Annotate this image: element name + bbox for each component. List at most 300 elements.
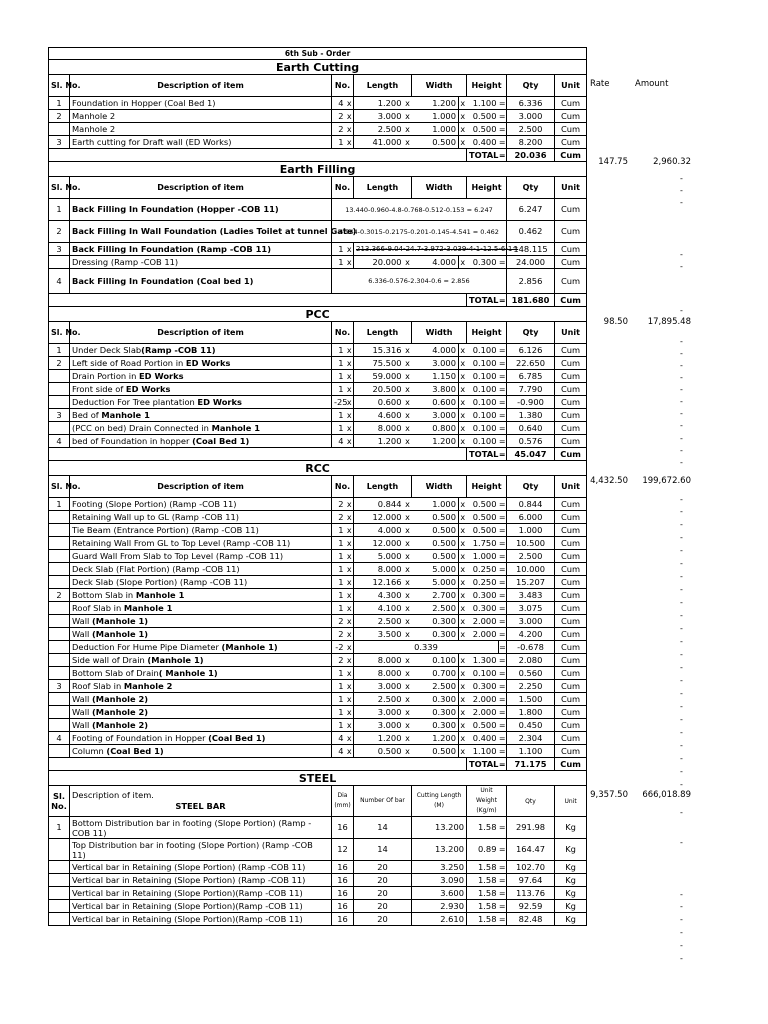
- times-sign: x: [460, 590, 466, 600]
- equals-sign: =: [498, 629, 506, 639]
- unit-cell: Cum: [555, 615, 587, 628]
- unit-weight-cell: 1.58: [467, 900, 499, 913]
- section-title: Earth Cutting: [49, 60, 587, 75]
- no-cell: 1: [332, 422, 346, 435]
- unit-cell: Cum: [555, 110, 587, 123]
- unit-cell: Kg: [555, 839, 587, 861]
- width-cell: 3.800: [412, 383, 459, 396]
- description-bold: (Manhole 1): [92, 615, 149, 626]
- length-cell: 12.000: [354, 537, 404, 550]
- length-cell: 4.300: [354, 589, 404, 602]
- length-cell: 3.000: [354, 110, 404, 123]
- times-sign: x: [460, 707, 466, 717]
- table-row: [49, 628, 587, 641]
- height-cell: 0.250: [467, 563, 499, 576]
- no-header: No.: [332, 177, 354, 199]
- total-qty: 181.680: [507, 294, 555, 307]
- qty-cell: 291.98: [507, 817, 555, 839]
- equals-sign: =: [498, 423, 506, 433]
- item-description: [70, 269, 332, 294]
- no-cell: 4: [332, 745, 346, 758]
- times-sign: x: [405, 98, 410, 108]
- equals-sign: =: [498, 525, 506, 535]
- length-cell: 75.500: [354, 357, 404, 370]
- description-text: Under Deck Slab: [72, 344, 142, 355]
- times-sign: x: [405, 137, 410, 147]
- times-sign: x: [405, 733, 410, 743]
- table-row: [49, 667, 587, 680]
- length-cell: 4.000: [354, 524, 404, 537]
- height-cell: 0.500: [467, 524, 499, 537]
- table-row: [49, 861, 587, 874]
- no-cell: -2: [332, 641, 346, 654]
- description-text: Wall: [72, 706, 93, 717]
- unit-cell: Kg: [555, 861, 587, 874]
- times-sign: x: [460, 111, 466, 121]
- item-description: Vertical bar in Retaining (Slope Portion) (Ramp -COB 11): [70, 874, 332, 887]
- unit-cell: Cum: [555, 693, 587, 706]
- total-unit: Cum: [555, 294, 587, 307]
- height-cell: 0.100: [467, 396, 499, 409]
- table-row: [49, 409, 587, 422]
- no-cell: 2: [332, 628, 346, 641]
- length-cell: 8.000: [354, 563, 404, 576]
- no-cell: 2: [332, 511, 346, 524]
- width-cell: 4.000: [412, 256, 459, 269]
- table-row: [49, 243, 587, 256]
- equals-sign: =: [498, 655, 506, 665]
- sl-cell: [49, 511, 70, 524]
- item-description: [70, 576, 332, 589]
- qty-cell: 8.200: [507, 136, 555, 149]
- description-text: Deduction For Tree plantation: [72, 396, 198, 407]
- unit-cell: Cum: [555, 256, 587, 269]
- times-sign: x: [346, 371, 352, 381]
- height-cell: 1.300: [467, 654, 499, 667]
- times-sign: x: [460, 746, 466, 756]
- description-text: Deduction For Hume Pipe Diameter: [72, 641, 222, 652]
- height-cell: 2.000: [467, 693, 499, 706]
- no-cell: 2: [332, 123, 346, 136]
- qty-cell: 2.250: [507, 680, 555, 693]
- section-title: PCC: [49, 307, 587, 322]
- qty-cell: 3.075: [507, 602, 555, 615]
- cutting-cell: 3.090: [412, 874, 467, 887]
- height-header: Height: [467, 322, 507, 344]
- desc-header: Description of item: [70, 322, 332, 344]
- item-description: Vertical bar in Retaining (Slope Portion) (Ramp -COB 11): [70, 861, 332, 874]
- dash-mark: -: [680, 624, 683, 633]
- item-description: Vertical bar in Retaining (Slope Portion)(Ramp -COB 11): [70, 887, 332, 900]
- item-description: [70, 641, 332, 654]
- table-row: [49, 732, 587, 745]
- table-row: [49, 641, 587, 654]
- height-cell: 0.300: [467, 256, 499, 269]
- times-sign: x: [346, 733, 352, 743]
- sl-cell: 4: [49, 732, 70, 745]
- sl-cell: 3: [49, 680, 70, 693]
- times-sign: x: [346, 668, 352, 678]
- no-cell: 1: [332, 524, 346, 537]
- times-sign: x: [405, 358, 410, 368]
- equals-sign: =: [498, 862, 506, 872]
- unit-cell: Kg: [555, 913, 587, 926]
- table-row: [49, 498, 587, 511]
- description-bold: ED Works: [197, 396, 242, 407]
- length-header: Length: [354, 476, 412, 498]
- times-sign: x: [346, 111, 352, 121]
- times-sign: x: [460, 616, 466, 626]
- sl-header: Sl. No.: [49, 322, 70, 344]
- qty-cell: 2.304: [507, 732, 555, 745]
- cutting-cell: 13.200: [412, 817, 467, 839]
- times-sign: x: [346, 384, 352, 394]
- times-sign: x: [405, 371, 410, 381]
- calculation: 4.944-0.3015-0.2175-0.201-0.145-4.541 = 0.462: [332, 221, 507, 243]
- dash-mark: -: [680, 741, 683, 750]
- equals-sign: =: [498, 538, 506, 548]
- item-description: [70, 136, 332, 149]
- calculation: 6.336-0.576-2.304-0.6 = 2.856: [332, 269, 507, 294]
- desc-header: Description of item: [70, 177, 332, 199]
- table-row: [49, 370, 587, 383]
- item-description: [70, 383, 332, 396]
- column-header-row: [49, 75, 587, 97]
- length-cell: 1.200: [354, 732, 404, 745]
- description-text: (PCC on bed) Drain Connected in: [72, 422, 212, 433]
- no-cell: 1: [332, 563, 346, 576]
- column-header-row: [49, 177, 587, 199]
- sl-cell: [49, 874, 70, 887]
- equals-sign: =: [498, 875, 506, 885]
- description-text: Bottom Slab in: [72, 589, 136, 600]
- width-cell: 0.800: [412, 422, 459, 435]
- height-cell: 1.750: [467, 537, 499, 550]
- times-sign: x: [346, 257, 352, 267]
- no-cell: 1: [332, 383, 346, 396]
- sl-cell: [49, 641, 70, 654]
- width-header: Width: [412, 322, 467, 344]
- sl-cell: 1: [49, 344, 70, 357]
- description-bold: (Ramp -COB 11): [141, 344, 216, 355]
- times-sign: x: [346, 423, 352, 433]
- table-row: [49, 383, 587, 396]
- unit-cell: Kg: [555, 817, 587, 839]
- table-row: [49, 839, 587, 861]
- description-text: Wall: [72, 615, 93, 626]
- description-bold: (Manhole 1): [147, 654, 204, 665]
- equals-sign: =: [498, 397, 506, 407]
- height-cell: 2.000: [467, 628, 499, 641]
- times-sign: x: [460, 668, 466, 678]
- equals-sign: =: [498, 888, 506, 898]
- title-row: [49, 48, 587, 60]
- sl-cell: [49, 550, 70, 563]
- item-description: [70, 357, 332, 370]
- item-description: [70, 719, 332, 732]
- sl-cell: [49, 887, 70, 900]
- qty-cell: 24.000: [507, 256, 555, 269]
- times-sign: x: [405, 590, 410, 600]
- height-cell: 0.100: [467, 422, 499, 435]
- table-row: [49, 900, 587, 913]
- equals-sign: =: [498, 124, 506, 134]
- table-row: [49, 719, 587, 732]
- dash-mark: -: [680, 650, 683, 659]
- description-text: Roof Slab in: [72, 602, 124, 613]
- equals-sign: =: [498, 901, 506, 911]
- times-sign: x: [405, 681, 410, 691]
- qty-cell: 148.115: [507, 243, 555, 256]
- sl-cell: [49, 913, 70, 926]
- sl-cell: 2: [49, 357, 70, 370]
- cutting-cell: 2.930: [412, 900, 467, 913]
- height-header: Height: [467, 75, 507, 97]
- description-text: Wall: [72, 628, 93, 639]
- item-description: [70, 221, 357, 243]
- description-text: Manhole 2: [72, 123, 116, 134]
- times-sign: x: [460, 397, 466, 407]
- dia-cell: 16: [332, 887, 354, 900]
- qty-header: Qty: [507, 476, 555, 498]
- column-header-row: [49, 476, 587, 498]
- no-cell: 1: [332, 589, 346, 602]
- qty-cell: 6.126: [507, 344, 555, 357]
- description-bold: (Coal Bed 1): [192, 435, 250, 446]
- item-description: [70, 435, 332, 448]
- sl-header: Sl. No.: [49, 177, 70, 199]
- table-row: [49, 221, 587, 243]
- unit-cell: Cum: [555, 719, 587, 732]
- rate-value: 147.75: [598, 157, 628, 167]
- equals-sign: =: [498, 759, 506, 769]
- qty-cell: 10.000: [507, 563, 555, 576]
- length-cell: 8.000: [354, 667, 404, 680]
- times-sign: x: [346, 345, 352, 355]
- description-text: Guard Wall From Slab to Top Level (Ramp -COB 11): [72, 550, 284, 561]
- unit-cell: Cum: [555, 667, 587, 680]
- times-sign: x: [405, 111, 410, 121]
- qty-cell: 3.483: [507, 589, 555, 602]
- description-text: Retaining Wall up to GL (Ramp -COB 11): [72, 511, 240, 522]
- item-description: [70, 243, 332, 256]
- dash-mark: -: [680, 572, 683, 581]
- section-title-row: [49, 162, 587, 177]
- times-sign: x: [460, 371, 466, 381]
- item-description: [70, 199, 332, 221]
- sl-cell: [49, 628, 70, 641]
- height-cell: 0.400: [467, 136, 499, 149]
- height-cell: 0.400: [467, 732, 499, 745]
- width-cell: 1.200: [412, 732, 459, 745]
- times-sign: x: [460, 525, 466, 535]
- times-sign: x: [460, 733, 466, 743]
- item-description: Bottom Distribution bar in footing (Slope Portion) (Ramp -COB 11): [70, 817, 332, 839]
- width-cell: 2.700: [412, 589, 459, 602]
- no-cell: 1: [332, 706, 346, 719]
- calculation: 13.440-0.960-4.8-0.768-0.512-0.153 = 6.247: [332, 199, 507, 221]
- sl-cell: [49, 861, 70, 874]
- times-sign: x: [460, 423, 466, 433]
- description-text: Wall: [72, 693, 93, 704]
- qty-cell: 6.000: [507, 511, 555, 524]
- unit-cell: Cum: [555, 357, 587, 370]
- special-value: 0.339: [354, 641, 499, 654]
- unit-cell: Kg: [555, 900, 587, 913]
- times-sign: x: [405, 694, 410, 704]
- qty-cell: 0.640: [507, 422, 555, 435]
- dash-mark: -: [680, 728, 683, 737]
- dash-mark: -: [680, 546, 683, 555]
- dash-mark: -: [680, 954, 683, 963]
- qty-cell: 2.856: [507, 269, 555, 294]
- table-row: [49, 745, 587, 758]
- qty-cell: 1.800: [507, 706, 555, 719]
- description-text: Retaining Wall From GL to Top Level (Ramp -COB 11): [72, 537, 291, 548]
- section-title-row: [49, 771, 587, 786]
- item-description: [70, 667, 332, 680]
- width-cell: 0.500: [412, 550, 459, 563]
- height-cell: 0.100: [467, 667, 499, 680]
- table-row: [49, 913, 587, 926]
- sl-cell: 1: [49, 97, 70, 110]
- unit-header: Unit: [555, 177, 587, 199]
- dash-mark: -: [680, 637, 683, 646]
- calculation: 213.366-9.04-24.7-3.972-3.039-4-1-12.5-6-1=: [354, 243, 507, 256]
- unit-cell: Cum: [555, 524, 587, 537]
- unit-cell: Cum: [555, 732, 587, 745]
- description-bold: (Manhole 1): [92, 628, 149, 639]
- times-sign: x: [346, 642, 352, 652]
- desc-header: [70, 786, 332, 817]
- unit-cell: Cum: [555, 383, 587, 396]
- times-sign: x: [460, 257, 466, 267]
- item-description: [70, 498, 332, 511]
- qty-cell: 2.080: [507, 654, 555, 667]
- length-cell: 0.500: [354, 745, 404, 758]
- equals-sign: =: [498, 616, 506, 626]
- qty-cell: 6.785: [507, 370, 555, 383]
- no-cell: 1: [332, 243, 346, 256]
- desc-header: Description of item: [70, 75, 332, 97]
- times-sign: x: [460, 98, 466, 108]
- sl-cell: [49, 524, 70, 537]
- table-row: [49, 537, 587, 550]
- width-cell: 0.300: [412, 706, 459, 719]
- table-row: [49, 524, 587, 537]
- equals-sign: =: [498, 707, 506, 717]
- times-sign: x: [460, 124, 466, 134]
- total-qty: 45.047: [507, 448, 555, 461]
- item-description: [70, 654, 332, 667]
- sl-cell: [49, 537, 70, 550]
- rate-header: Rate: [590, 79, 610, 89]
- item-description: [70, 123, 332, 136]
- height-cell: 0.500: [467, 123, 499, 136]
- height-cell: 0.100: [467, 344, 499, 357]
- length-header: Length: [354, 75, 412, 97]
- no-cell: 2: [332, 498, 346, 511]
- sl-cell: [49, 706, 70, 719]
- dash-mark: -: [680, 520, 683, 529]
- description-text: Back Filling In Foundation (Coal bed 1): [72, 275, 254, 286]
- description-text: Back Filling In Foundation (Hopper -COB 11): [72, 204, 279, 214]
- equals-sign: =: [499, 817, 507, 839]
- width-cell: 2.500: [412, 680, 459, 693]
- item-description: [70, 745, 332, 758]
- unit-header: Unit: [555, 322, 587, 344]
- sl-cell: [49, 576, 70, 589]
- dash-mark: -: [680, 715, 683, 724]
- description-text: Footing (Slope Portion) (Ramp -COB 11): [72, 498, 237, 509]
- sl-cell: [49, 693, 70, 706]
- times-sign: x: [346, 577, 352, 587]
- total-qty: 20.036: [507, 149, 555, 162]
- table-row: [49, 576, 587, 589]
- amount-value: 2,960.32: [653, 157, 691, 167]
- table-row: [49, 654, 587, 667]
- length-cell: 8.000: [354, 422, 404, 435]
- times-sign: x: [460, 499, 466, 509]
- times-sign: x: [405, 707, 410, 717]
- length-cell: 20.500: [354, 383, 404, 396]
- sl-cell: 2: [49, 589, 70, 602]
- description-text: Back Filling In Foundation (Ramp -COB 11): [72, 243, 271, 254]
- sl-cell: [49, 719, 70, 732]
- dash-mark: -: [680, 409, 683, 418]
- amount-value: 17,895.48: [647, 317, 691, 327]
- times-sign: x: [405, 124, 410, 134]
- item-description: [70, 422, 332, 435]
- sl-cell: [49, 602, 70, 615]
- qty-cell: 0.576: [507, 435, 555, 448]
- unit-cell: Cum: [555, 641, 587, 654]
- dash-mark: -: [680, 941, 683, 950]
- description-text: Foundation in Hopper (Coal Bed 1): [72, 97, 216, 108]
- table-row: [49, 110, 587, 123]
- dash-mark: -: [680, 838, 683, 847]
- length-cell: 41.000: [354, 136, 404, 149]
- qty-cell: 15.207: [507, 576, 555, 589]
- no-cell: 1: [332, 344, 346, 357]
- item-description: [70, 344, 332, 357]
- no-cell: 1: [332, 667, 346, 680]
- no-cell: 1: [332, 537, 346, 550]
- table-row: [49, 615, 587, 628]
- total-label: TOTAL: [467, 758, 499, 771]
- table-row: [49, 550, 587, 563]
- rate-value: 4,432.50: [590, 476, 628, 486]
- no-cell: 1: [332, 370, 346, 383]
- description-bold: Manhole 1: [101, 409, 150, 420]
- length-cell: 15.316: [354, 344, 404, 357]
- total-unit: Cum: [555, 448, 587, 461]
- description-bold: ED Works: [125, 383, 171, 394]
- dash-mark: -: [680, 676, 683, 685]
- times-sign: x: [346, 538, 352, 548]
- unit-weight-cell: 1.58: [467, 887, 499, 900]
- qty-cell: 6.247: [507, 199, 555, 221]
- dash-mark: -: [680, 373, 683, 382]
- unit-cell: Cum: [555, 706, 587, 719]
- cutting-cell: 13.200: [412, 839, 467, 861]
- item-description: [70, 550, 332, 563]
- qty-cell: -0.900: [507, 396, 555, 409]
- times-sign: x: [346, 603, 352, 613]
- qty-cell: 2.500: [507, 550, 555, 563]
- sl-cell: 2: [49, 110, 70, 123]
- length-cell: 3.500: [354, 628, 404, 641]
